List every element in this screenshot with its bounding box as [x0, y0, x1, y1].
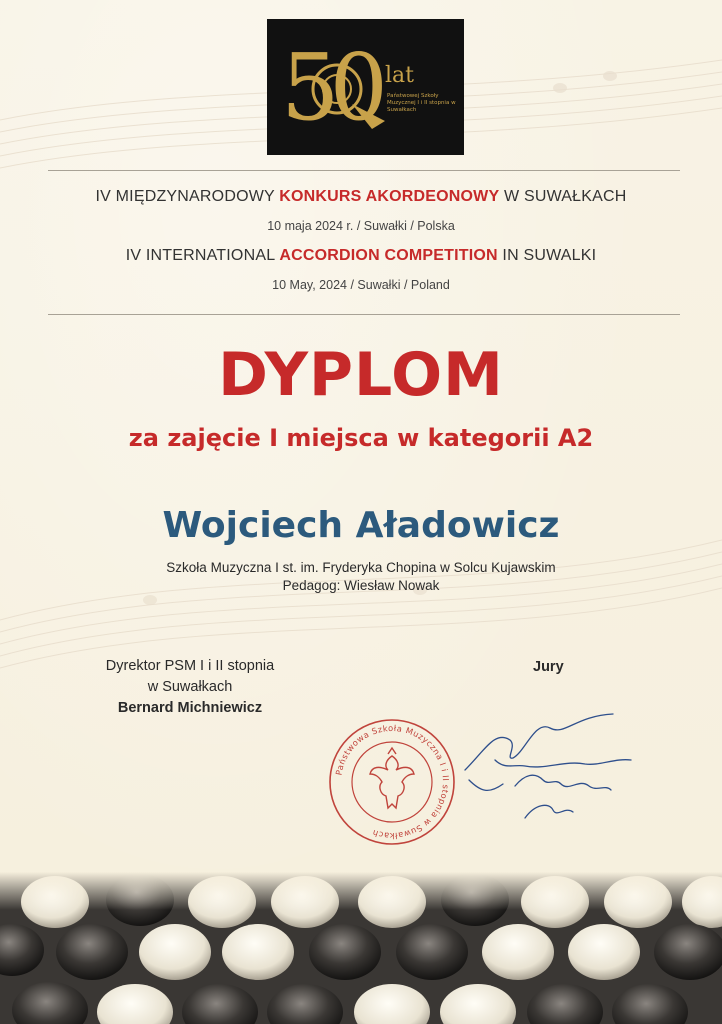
- teacher-name: Pedagog: Wiesław Nowak: [282, 578, 440, 593]
- accordion-buttons-image: [0, 872, 722, 1024]
- school-stamp: [326, 716, 458, 848]
- top-divider: [48, 170, 680, 171]
- director-title: Dyrektor PSM I i II stopnia: [105, 658, 275, 674]
- director-location: w Suwałkach: [147, 679, 233, 695]
- director-name: [60, 698, 320, 719]
- recipient-name: Wojciech Aładowicz: [162, 505, 560, 546]
- director-name-text: Bernard Michniewicz: [117, 700, 263, 716]
- title-pl-highlight: KONKURS AKORDEONOWY: [279, 188, 500, 205]
- eagle-emblem-icon: [370, 748, 414, 808]
- school-name: Szkoła Muzyczna I st. im. Fryderyka Chopina w Solcu Kujawskim: [166, 560, 556, 575]
- anniversary-logo: [267, 19, 464, 155]
- stamp-text: Państwowa Szkoła Muzyczna I i II stopnia w Suwałkach: [333, 722, 452, 842]
- title-en-prefix: IV INTERNATIONAL: [125, 247, 280, 264]
- date-en: 10 May, 2024 / Suwałki / Poland: [272, 278, 450, 292]
- title-pl-suffix: W SUWAŁKACH: [499, 188, 627, 205]
- logo-caption: Państwowej Szkoły Muzycznej I i II stopnia w Suwałkach: [387, 93, 456, 113]
- award-subtitle: za zajęcie I miejsca w kategorii A2: [128, 424, 594, 452]
- competition-title-en: [0, 247, 722, 265]
- competition-title-pl: [0, 188, 722, 206]
- logo-number: 50: [281, 34, 379, 141]
- logo-suffix: lat: [385, 63, 414, 88]
- director-block: [60, 656, 320, 719]
- title-en-suffix: IN SUWALKI: [497, 247, 597, 264]
- svg-text:Państwowa Szkoła Muzyczna I i: [333, 723, 451, 841]
- bottom-divider: [48, 314, 680, 315]
- date-pl: 10 maja 2024 r. / Suwałki / Polska: [267, 219, 455, 233]
- jury-label: Jury: [533, 659, 564, 675]
- jury-signatures: [455, 700, 635, 830]
- diploma-title: DYPLOM: [218, 340, 504, 410]
- title-pl-prefix: IV MIĘDZYNARODOWY: [95, 188, 280, 205]
- title-en-highlight: ACCORDION COMPETITION: [279, 247, 498, 264]
